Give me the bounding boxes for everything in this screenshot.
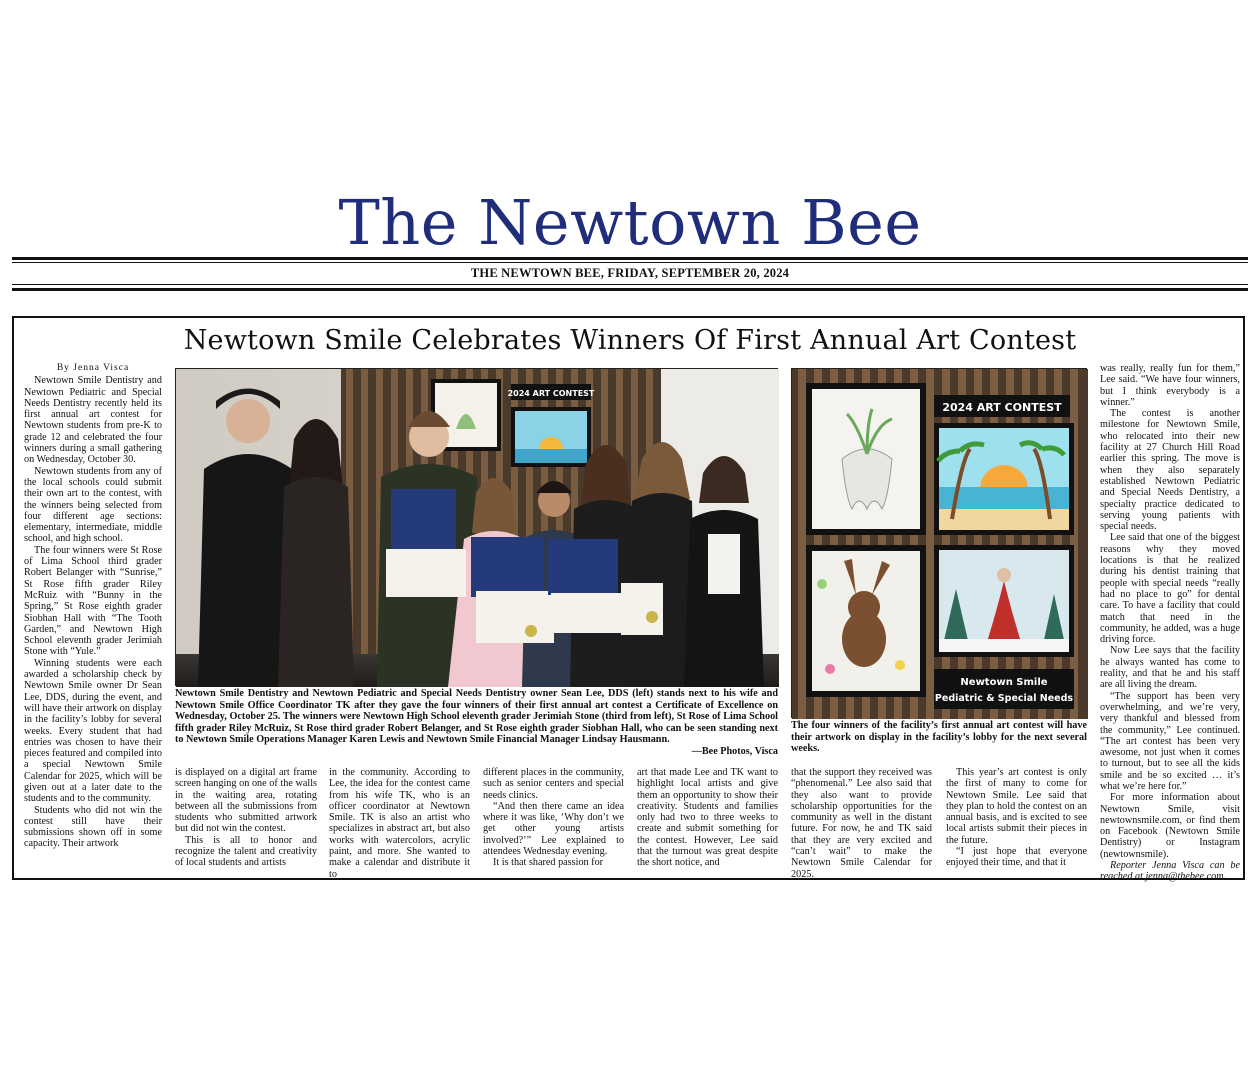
article-column-5 bbox=[637, 767, 778, 877]
article-column-7 bbox=[946, 767, 1087, 877]
reporter-contact: Reporter Jenna Visca can be reached at jenna@thebee.com. bbox=[1100, 860, 1240, 883]
masthead-rule bbox=[12, 257, 1248, 260]
paragraph: Students who did not win the contest still have their submissions shown off in some capacity. Their artwork bbox=[24, 804, 162, 850]
photo-credit: —Bee Photos, Visca bbox=[691, 745, 778, 757]
group-photo-caption bbox=[175, 688, 778, 756]
dateline-rule bbox=[12, 288, 1248, 291]
article-column-8 bbox=[1100, 363, 1240, 883]
paragraph: art that made Lee and TK want to highlight local artists and give them an opportunity to show their creativity. Students and families only had two to three weeks to create and submit something for the contest. However, Lee said that the turnout was great despite the short notice, and bbox=[637, 767, 778, 869]
article-column-6 bbox=[791, 767, 932, 880]
paragraph: The four winners were St Rose of Lima School third grader Robert Belanger with “Sunrise,” St Rose fifth grader Riley McRuiz with “Bunny in the Spring,” St Rose eighth grader Siobhan Hall with “The Tooth Garden,” and Newtown High School eleventh grader Jerimiah Stone with “Yule.” bbox=[24, 544, 162, 658]
paragraph: that the support they received was “phenomenal.” Lee also said that they also want to provide scholarship opportunities for the community as well in the distant future. For now, he and TK said that they are very excited and “can’t wait” to make the Newtown Smile Calendar for 2025. bbox=[791, 767, 932, 880]
paragraph: Newtown Smile Dentistry and Newtown Pediatric and Special Needs Dentistry recently held its first annual art contest for Newtown students from pre-K to grade 12 and celebrated the four winners during a small gathering on Wednesday, October 30. bbox=[24, 375, 162, 466]
article-column-4 bbox=[483, 767, 624, 877]
paragraph: It is that shared passion for bbox=[493, 857, 604, 869]
group-photo-image bbox=[176, 369, 779, 687]
winners-group-photo bbox=[175, 368, 778, 686]
article-column-2 bbox=[175, 767, 317, 877]
paragraph: This is all to honor and recognize the talent and creativity of local students and artists bbox=[175, 834, 317, 869]
paragraph: For more information about Newtown Smile, visit newtownsmile.com, or find them on Facebook (Newtown Smile Dentistry) or Instagram (newtownsmile). bbox=[1100, 792, 1240, 860]
paragraph: Winning students were each awarded a scholarship check by Newtown Smile owner Dr Sean Lee, DDS, during the event, and will have their artwork on display in the facility’s lobby for several weeks. Every student that had entries was chosen to have their pieces featured and compiled into a special Newtown Smile Calendar for 2025, which will be given out at a later date to the students and to the community. bbox=[24, 657, 162, 805]
paragraph: “And then there came an idea where it was like, ‘Why don’t we get other young artists involved?’” Lee explained to attendees Wednesday evening. bbox=[483, 800, 624, 858]
art-contest-sign: 2024 ART CONTEST bbox=[507, 389, 595, 398]
dateline-rule-thin bbox=[12, 284, 1248, 285]
artwork-photo-image bbox=[792, 369, 1088, 719]
article-headline: Newtown Smile Celebrates Winners Of First Annual Art Contest bbox=[183, 325, 1077, 356]
artwork-photo-caption: The four winners of the facility’s first annual art contest will have their artwork on display in the facility’s lobby for the next several weeks. bbox=[791, 720, 1087, 755]
paragraph: different places in the community, such as senior centers and special needs clinics. bbox=[483, 767, 624, 801]
article-column-1 bbox=[24, 363, 162, 875]
practice-sign-line2: Pediatric & Special Needs bbox=[934, 693, 1074, 704]
caption-text: Newtown Smile Dentistry and Newtown Pediatric and Special Needs Dentistry owner Sean Lee, DDS (left) stands next to his wife and Newtown Smile Office Coordinator TK after they gave the four winners of their first annual art contest a Certificate of Excellence on Wednesday, October 25. The winners were Newtown High School eleventh grader Jerimiah Stone (third from left), St Rose of Lima School fifth grader Riley McRuiz, St Rose third grader Robert Belanger, and St Rose eighth grader Siobhan Hall, who can be seen standing next to Newtown Smile Operations Manager Karen Lewis and Newtown Smile Financial Manager Lindsay Hausmann. bbox=[175, 688, 778, 746]
paragraph: is displayed on a digital art frame screen hanging on one of the walls in the waiting area, rotating between all the submissions from students who submitted artwork but did not win the contest. bbox=[175, 767, 317, 835]
dateline: THE NEWTOWN BEE, FRIDAY, SEPTEMBER 20, 2024 bbox=[470, 266, 790, 280]
paragraph: This year’s art contest is only the first of many to come for Newtown Smile. Lee said that they plan to hold the contest on an annual basis, and is excited to see local artists submit their pieces in the future. bbox=[946, 767, 1087, 846]
paragraph: Now Lee says that the facility he always wanted has come to reality, and that he and his staff are all living the dream. bbox=[1100, 645, 1240, 691]
art-contest-sign: 2024 ART CONTEST bbox=[942, 401, 1062, 414]
byline: By Jenna Visca bbox=[56, 363, 130, 373]
paragraph: “The support has been very overwhelming, and we’re very, very thankful and blessed from the community,” Lee continued. “The art contest has been very awesome, not just when it comes to turnout, but to see all the kids smile and be so excited … it’s what we’re here for.” bbox=[1100, 690, 1240, 792]
masthead-rule-thin bbox=[12, 262, 1248, 263]
article-column-3 bbox=[329, 767, 470, 880]
practice-sign-line1: Newtown Smile bbox=[960, 677, 1048, 688]
artwork-display-photo bbox=[791, 368, 1087, 718]
paragraph: Newtown students from any of the local schools could submit their own art to the contest, with the winners being selected from four different age sections: elementary, intermediate, middle school, and high school. bbox=[24, 465, 162, 545]
paragraph: in the community. According to Lee, the idea for the contest came from his wife TK, who is an officer coordinator at Newtown Smile. TK is also an artist who specializes in abstract art, but also works with watercolors, acrylic paint, and more. She wanted to make a calendar and distribute it to bbox=[329, 767, 470, 880]
paragraph: “I just hope that everyone enjoyed their time, and that it bbox=[946, 846, 1087, 869]
masthead-title: The Newtown Bee bbox=[338, 186, 922, 259]
paragraph: The contest is another milestone for Newtown Smile, who relocated into their new facility at 27 Church Hill Road earlier this spring. The move is when they also separately established Newtown Pediatric and Special Needs Dentistry, a specialty practice dedicated to serving young patients with special needs. bbox=[1100, 408, 1240, 533]
paragraph: was really, really fun for them,” Lee said. “We have four winners, but I think everybody is a winner.” bbox=[1100, 363, 1240, 408]
paragraph: Lee said that one of the biggest reasons why they moved locations is that he realized during his dentist training that people with special needs “really had no place to go” for dental care. To have a facility that could match that need in the community, he added, was a huge driving force. bbox=[1100, 532, 1240, 646]
